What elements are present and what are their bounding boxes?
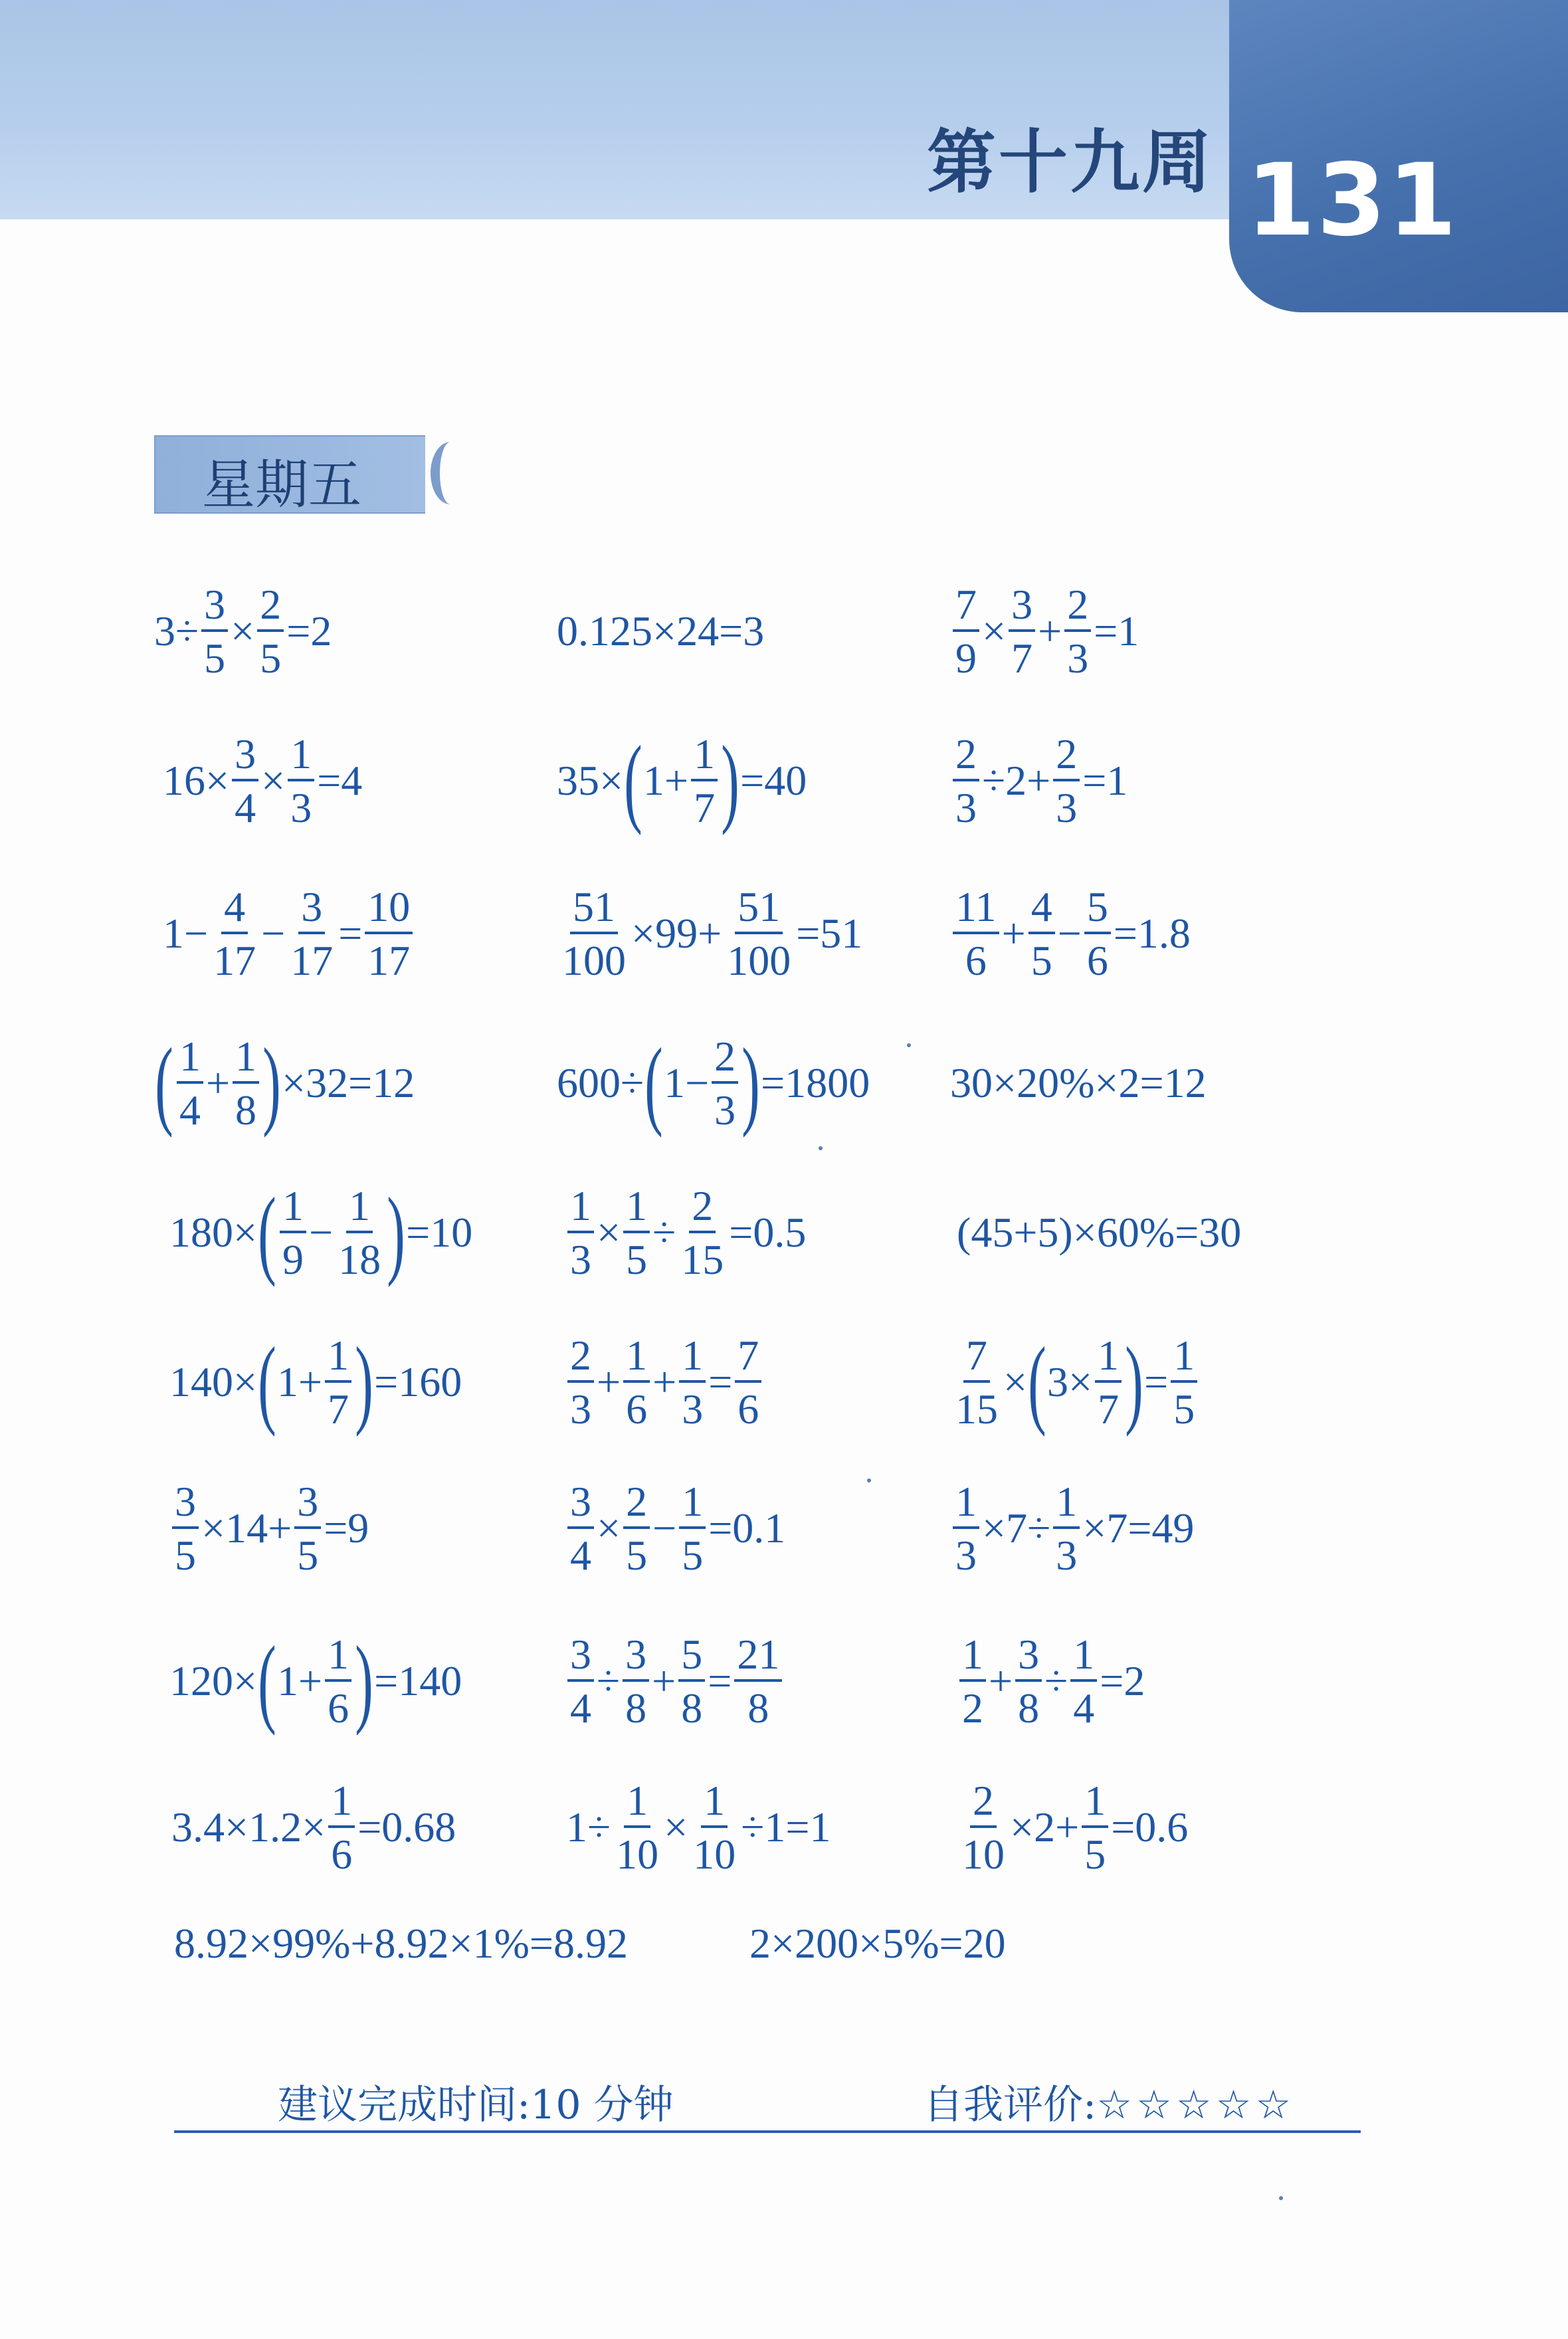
problem-r7c3: $\frac{1}{3}$ ×7÷ $\frac{1}{3}$ ×7=49 xyxy=(950,1469,1194,1588)
problem-r5c3: (45+5)×60%=30 xyxy=(957,1209,1242,1256)
problem-r10c1: 8.92×99%+8.92×1%=8.92 xyxy=(174,1920,628,1967)
problem-r2c2: 35× ( 1+ $\frac{1}{7}$ ) =40 xyxy=(557,726,807,836)
problem-r1c2: 0.125×24=3 xyxy=(557,607,765,655)
scan-speck xyxy=(867,1478,871,1482)
problem-r9c2: 1÷ $\frac{1}{10}$ × $\frac{1}{10}$ ÷1=1 xyxy=(566,1776,831,1878)
week-title: 第十九周 xyxy=(927,122,1215,203)
problem-r6c3: $\frac{7}{15}$ × ( 3× $\frac{1}{7}$ ) = $\frac{1}{5}$ xyxy=(950,1322,1200,1442)
problem-r3c2: $\frac{51}{100}$ ×99+ $\frac{51}{100}$ =51 xyxy=(562,882,863,984)
problem-r8c3: $\frac{1}{2}$ + $\frac{3}{8}$ ÷ $\frac{1}{4}$ =2 xyxy=(957,1621,1145,1741)
self-evaluation xyxy=(924,2073,1295,2130)
day-label: 星期五 xyxy=(202,454,361,516)
problem-r3c3: $\frac{11}{6}$ + $\frac{4}{5}$ − $\frac{5}{6}$ =1.8 xyxy=(950,874,1191,993)
problem-r3c1: 1− $\frac{4}{17}$ − $\frac{3}{17}$ = $\frac{10}{17}$ xyxy=(163,874,415,993)
self-evaluation-label: 自我评价: xyxy=(924,2082,1097,2128)
scan-speck xyxy=(1279,2196,1283,2200)
star-icons: ☆☆☆☆☆ xyxy=(1096,2082,1296,2128)
footer-divider xyxy=(174,2130,1361,2133)
problem-r4c1: ( $\frac{1}{4}$ + $\frac{1}{8}$ ) ×32=12 xyxy=(155,1028,415,1138)
problem-r4c2: 600÷ ( 1− $\frac{2}{3}$ ) =1800 xyxy=(557,1028,870,1138)
problem-r2c3: $\frac{2}{3}$ ÷2+ $\frac{2}{3}$ =1 xyxy=(950,721,1127,841)
problem-r8c2: $\frac{3}{4}$ ÷ $\frac{3}{8}$ + $\frac{5}{8}$ = $\frac{21}{8}$ xyxy=(565,1621,785,1741)
problem-r7c2: $\frac{3}{4}$ × $\frac{2}{5}$ − $\frac{1}{5}$ =0.1 xyxy=(565,1469,785,1588)
problem-r7c1: $\frac{3}{5}$ ×14+ $\frac{3}{5}$ =9 xyxy=(169,1469,369,1588)
scan-speck xyxy=(819,1146,823,1150)
problem-r5c1: 180× ( $\frac{1}{9}$ − $\frac{1}{18}$ ) =10 xyxy=(169,1177,473,1288)
problem-r5c2: $\frac{1}{3}$ × $\frac{1}{5}$ ÷ $\frac{2}{15}$ =0.5 xyxy=(565,1173,806,1292)
problem-r8c1: 120× ( 1+ $\frac{1}{6}$ ) =140 xyxy=(169,1626,462,1736)
problem-r2c1: 16× $\frac{3}{4}$ × $\frac{1}{3}$ =4 xyxy=(163,730,363,831)
problem-r9c1: 3.4×1.2× $\frac{1}{6}$ =0.68 xyxy=(171,1776,456,1878)
problem-r6c2: $\frac{2}{3}$ + $\frac{1}{6}$ + $\frac{1}{3}$ = $\frac{7}{6}$ xyxy=(565,1322,764,1442)
problem-r9c3: $\frac{2}{10}$ ×2+ $\frac{1}{5}$ =0.6 xyxy=(962,1776,1189,1878)
problem-r4c3: 30×20%×2=12 xyxy=(950,1059,1207,1106)
suggested-time: 建议完成时间:10 分钟 xyxy=(278,2082,674,2128)
problem-r6c1: 140× ( 1+ $\frac{1}{7}$ ) =160 xyxy=(169,1327,462,1437)
page-number: 131 xyxy=(1246,143,1458,258)
scan-speck xyxy=(907,1043,911,1047)
problem-r1c1: 3÷ $\frac{3}{5}$ × $\frac{2}{5}$ =2 xyxy=(154,580,332,682)
problem-r1c3: $\frac{7}{9}$ × $\frac{3}{7}$ + $\frac{2}{3}$ =1 xyxy=(950,571,1139,691)
problem-r10c2: 2×200×5%=20 xyxy=(749,1920,1006,1967)
